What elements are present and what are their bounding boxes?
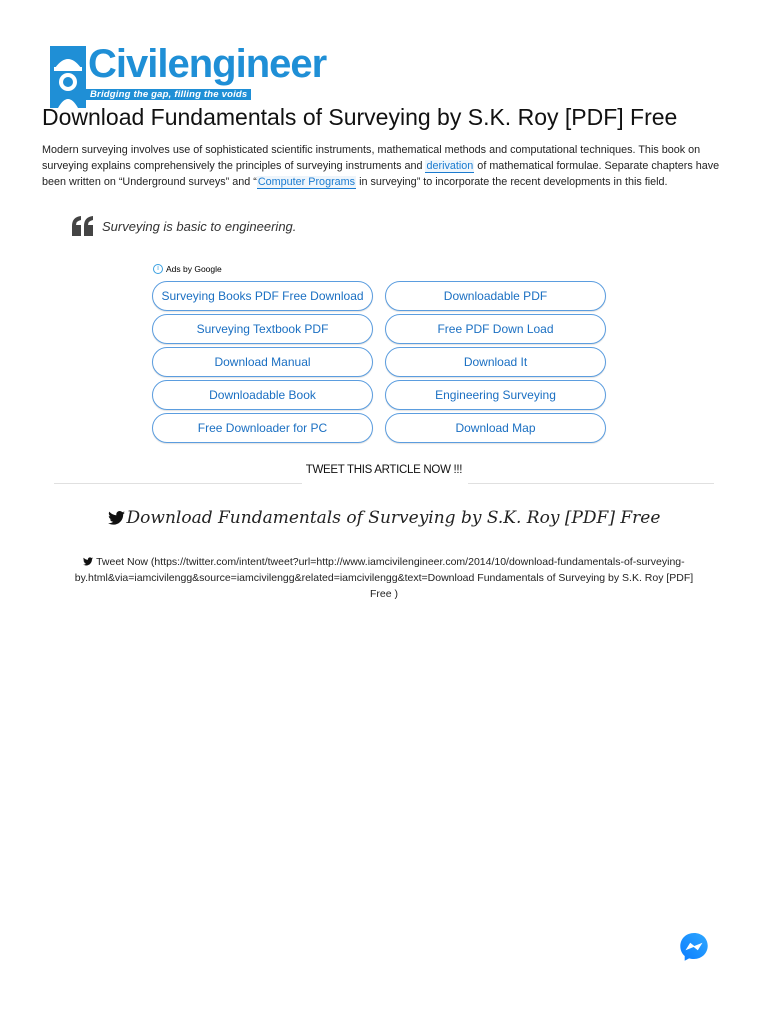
ad-link-button[interactable]: Surveying Textbook PDF bbox=[152, 314, 373, 344]
tweet-title-link[interactable] bbox=[0, 508, 768, 528]
ad-links-grid bbox=[152, 281, 606, 443]
twitter-bird-icon bbox=[83, 557, 93, 566]
quote-icon bbox=[72, 216, 94, 236]
info-icon: i bbox=[153, 264, 163, 274]
intro-text-3: in surveying” to incorporate the recent developments in this field. bbox=[356, 176, 668, 188]
intro-text-2: of mathematical formulae. Separate chapters have been written on “Underground surveys” and “ bbox=[42, 160, 720, 188]
logo-text: Civilengineer bbox=[88, 42, 327, 86]
ad-link-button[interactable]: Download It bbox=[385, 347, 606, 377]
blockquote bbox=[72, 214, 296, 238]
tweet-now-text: Tweet Now (https://twitter.com/intent/tweet?url=http://www.iamcivilengineer.com/2014/10/download-fundamentals-of-surveying-by.html&via=iamcivilengg&source=iamcivilengg&related=iamcivilengg&text=Download Fundamentals of Surveying by S.K. Roy [PDF] Free ) bbox=[74, 556, 694, 600]
messenger-icon bbox=[679, 932, 709, 962]
divider bbox=[468, 483, 714, 484]
ads-by-google[interactable] bbox=[153, 264, 222, 274]
ad-link-button[interactable]: Free Downloader for PC bbox=[152, 413, 373, 443]
tweet-now-link[interactable] bbox=[74, 554, 694, 602]
tweet-title-text: Download Fundamentals of Surveying by S.K. Roy [PDF] Free bbox=[126, 508, 661, 528]
ad-link-button[interactable]: Downloadable PDF bbox=[385, 281, 606, 311]
tweet-section-heading bbox=[54, 462, 714, 484]
page-title: Download Fundamentals of Surveying by S.K. Roy [PDF] Free bbox=[42, 104, 678, 130]
twitter-bird-icon bbox=[108, 511, 125, 525]
ad-link-button[interactable]: Download Map bbox=[385, 413, 606, 443]
ad-link-button[interactable]: Engineering Surveying bbox=[385, 380, 606, 410]
ad-link-button[interactable]: Download Manual bbox=[152, 347, 373, 377]
ad-link-button[interactable]: Surveying Books PDF Free Download bbox=[152, 281, 373, 311]
divider bbox=[54, 483, 302, 484]
ad-link-button[interactable]: Downloadable Book bbox=[152, 380, 373, 410]
engineer-helmet-icon bbox=[50, 46, 86, 108]
logo-tagline: Bridging the gap, filling the voids bbox=[86, 89, 251, 100]
tweet-heading-label: TWEET THIS ARTICLE NOW !!! bbox=[305, 464, 463, 476]
article-intro bbox=[42, 142, 732, 190]
messenger-chat-button[interactable] bbox=[679, 932, 709, 962]
computer-programs-link[interactable]: Computer Programs bbox=[257, 176, 356, 188]
quote-text: Surveying is basic to engineering. bbox=[102, 218, 297, 234]
derivation-link[interactable]: derivation bbox=[426, 160, 474, 172]
site-logo[interactable] bbox=[50, 42, 327, 106]
ads-label: Ads by Google bbox=[166, 264, 222, 274]
ad-link-button[interactable]: Free PDF Down Load bbox=[385, 314, 606, 344]
intro-text-1: Modern surveying involves use of sophisticated scientific instruments, mathematical methods and computational techniques. This book on surveying explains comprehensively the principles of surveying instruments and bbox=[42, 144, 701, 172]
